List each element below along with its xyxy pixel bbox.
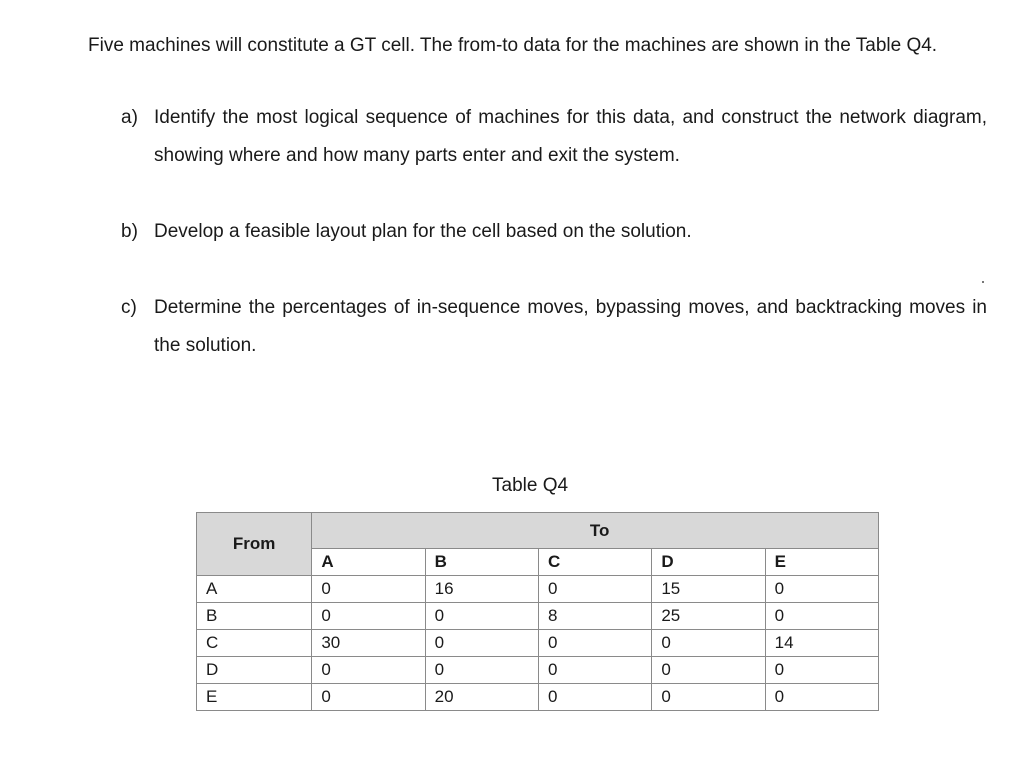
table-row [197, 603, 879, 630]
column-header-a: A [312, 549, 425, 576]
table-cell: 0 [539, 630, 652, 657]
table-cell: 0 [425, 657, 538, 684]
table-cell: 0 [539, 657, 652, 684]
question-a-text: Identify the most logical sequence of machines for this data, and construct the network diagram, showing where and how many parts enter and exit the system. [154, 107, 987, 166]
column-header-b: B [425, 549, 538, 576]
question-b [121, 213, 987, 251]
table-caption: Table Q4 [492, 475, 569, 496]
table-cell: 0 [539, 576, 652, 603]
question-a-label: a) [121, 107, 138, 128]
table-row [197, 576, 879, 603]
stray-dot [982, 281, 984, 283]
table-cell: 0 [652, 657, 765, 684]
table-cell: 0 [425, 630, 538, 657]
table-cell: 20 [425, 684, 538, 711]
table-cell: 0 [425, 603, 538, 630]
table-cell: 0 [652, 684, 765, 711]
to-header: To [312, 513, 879, 549]
table-cell: 25 [652, 603, 765, 630]
table-cell: 0 [765, 657, 878, 684]
column-header-c: C [539, 549, 652, 576]
table-cell: 8 [539, 603, 652, 630]
table-cell: 16 [425, 576, 538, 603]
table-cell: 0 [312, 603, 425, 630]
table-cell: 15 [652, 576, 765, 603]
question-a [121, 99, 987, 175]
table-cell: 14 [765, 630, 878, 657]
table-cell: 0 [539, 684, 652, 711]
column-header-e: E [765, 549, 878, 576]
row-label: C [197, 630, 312, 657]
table-cell: 0 [312, 684, 425, 711]
table-cell: 30 [312, 630, 425, 657]
row-label: E [197, 684, 312, 711]
question-c-label: c) [121, 297, 137, 318]
table-cell: 0 [765, 603, 878, 630]
question-b-label: b) [121, 221, 138, 242]
from-header: From [197, 513, 312, 576]
question-c [121, 289, 987, 365]
from-to-table [196, 512, 879, 711]
column-header-d: D [652, 549, 765, 576]
table-row [197, 684, 879, 711]
table-cell: 0 [312, 576, 425, 603]
row-label: A [197, 576, 312, 603]
table-row [197, 657, 879, 684]
row-label: D [197, 657, 312, 684]
table-cell: 0 [765, 576, 878, 603]
question-b-text: Develop a feasible layout plan for the cell based on the solution. [154, 221, 692, 242]
table-cell: 0 [765, 684, 878, 711]
row-label: B [197, 603, 312, 630]
table-cell: 0 [312, 657, 425, 684]
table-cell: 0 [652, 630, 765, 657]
problem-intro: Five machines will constitute a GT cell. The from-to data for the machines are shown in the Table Q4. [88, 35, 938, 56]
table-row [197, 630, 879, 657]
question-c-text: Determine the percentages of in-sequence moves, bypassing moves, and backtracking moves in the solution. [154, 297, 987, 356]
